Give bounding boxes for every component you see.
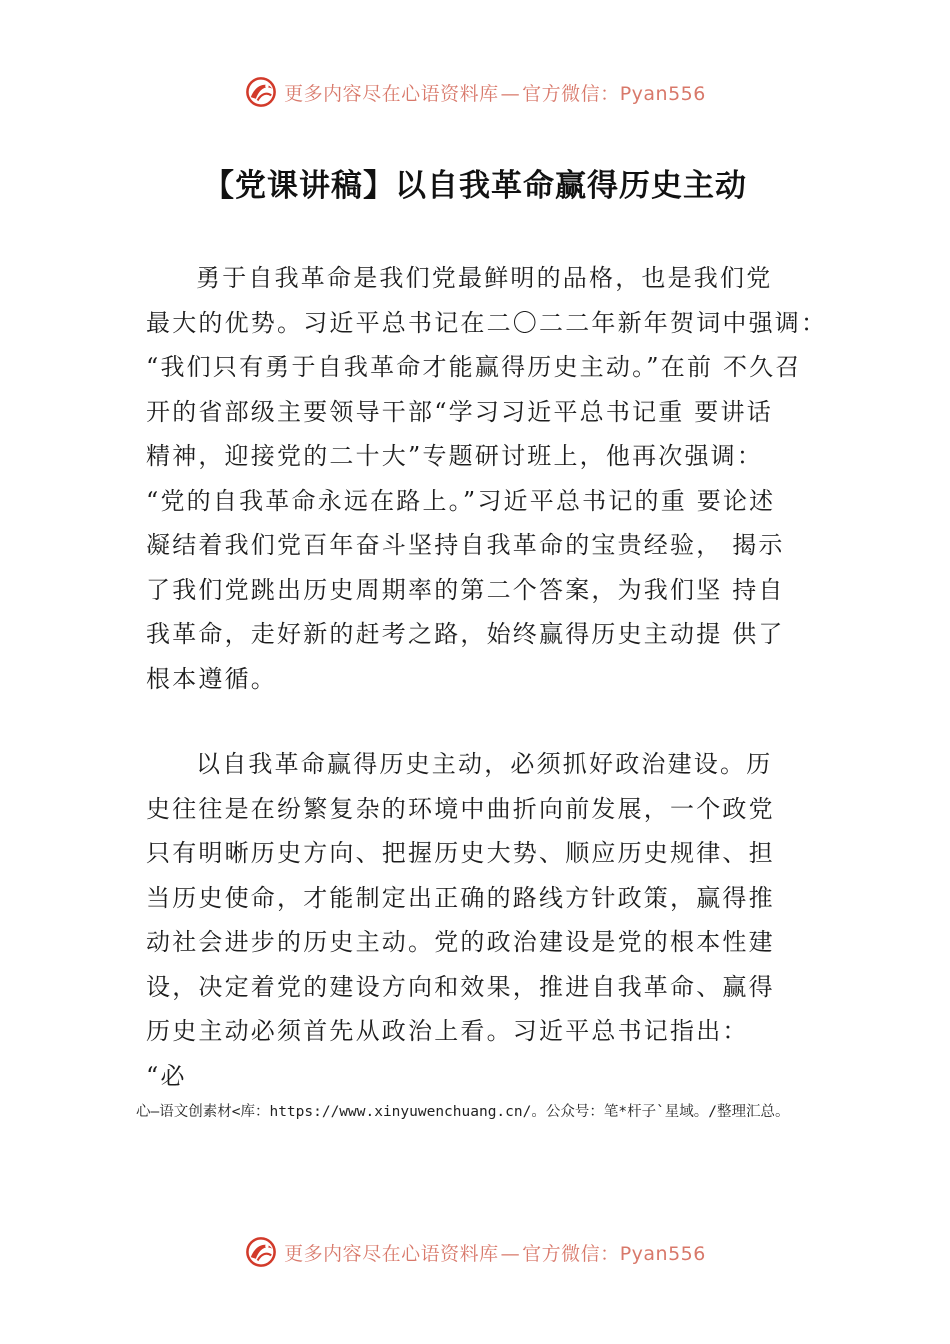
- text-line: 最大的优势。习近平总书记在二〇二二年新年贺词中强调：: [146, 308, 828, 337]
- red-swirl-logo-icon: [244, 75, 278, 109]
- text-line: 了我们党跳出历史周期率的第二个答案，为我们坚 持自: [146, 575, 785, 604]
- text-line: 历史主动必须首先从政治上看。习近平总书记指出：: [146, 1017, 749, 1045]
- text-line: 根本遵循。: [146, 664, 277, 693]
- text-line: “党的自我革命永远在路上。”习近平总书记的重 要论述: [146, 486, 776, 515]
- text-line: 以自我革命赢得历史主动，必须抓好政治建设。历: [196, 750, 773, 778]
- text-line: 设，决定着党的建设方向和效果，推进自我革命、赢得: [146, 972, 775, 1001]
- text-line: 史往往是在纷繁复杂的环境中曲折向前发展，一个政党: [146, 794, 775, 823]
- text-line: 动社会进步的历史主动。党的政治建设是党的根本性建: [146, 928, 775, 956]
- banner-text: 更多内容尽在心语资料库 — 官方微信：Pyan556: [284, 82, 706, 105]
- header-banner: [0, 70, 950, 114]
- banner-text: 更多内容尽在心语资料库 — 官方微信：Pyan556: [284, 1242, 706, 1265]
- text-line: 勇于自我革命是我们党最鲜明的品格，也是我们党: [196, 264, 773, 292]
- text-line: 当历史使命，才能制定出正确的路线方针政策，赢得推: [146, 883, 775, 912]
- text-line: “我们只有勇于自我革命才能赢得历史主动。”在前 不久召: [146, 353, 802, 381]
- source-note: 心—语文创素材<库：https://www.xinyuwenchuang.cn/。公众号：笔*杆子`星域。/整理汇总。: [136, 1104, 790, 1120]
- text-line: 精神，迎接党的二十大”专题研讨班上，他再次强调：: [146, 442, 764, 470]
- paragraph-2: [146, 742, 836, 1098]
- text-line: 我革命，走好新的赶考之路，始终赢得历史主动提 供了: [146, 620, 785, 648]
- text-line: 只有明晰历史方向、把握历史大势、顺应历史规律、担: [146, 839, 775, 867]
- paragraph-1: [146, 256, 836, 701]
- text-line: “必: [146, 1061, 187, 1090]
- document-title: 【党课讲稿】以自我革命赢得历史主动: [203, 168, 747, 204]
- text-line: 凝结着我们党百年奋斗坚持自我革命的宝贵经验， 揭示: [146, 531, 785, 559]
- footer-banner: [0, 1230, 950, 1274]
- text-line: 开的省部级主要领导干部“学习习近平总书记重 要讲话: [146, 397, 773, 426]
- red-swirl-logo-icon: [244, 1235, 278, 1269]
